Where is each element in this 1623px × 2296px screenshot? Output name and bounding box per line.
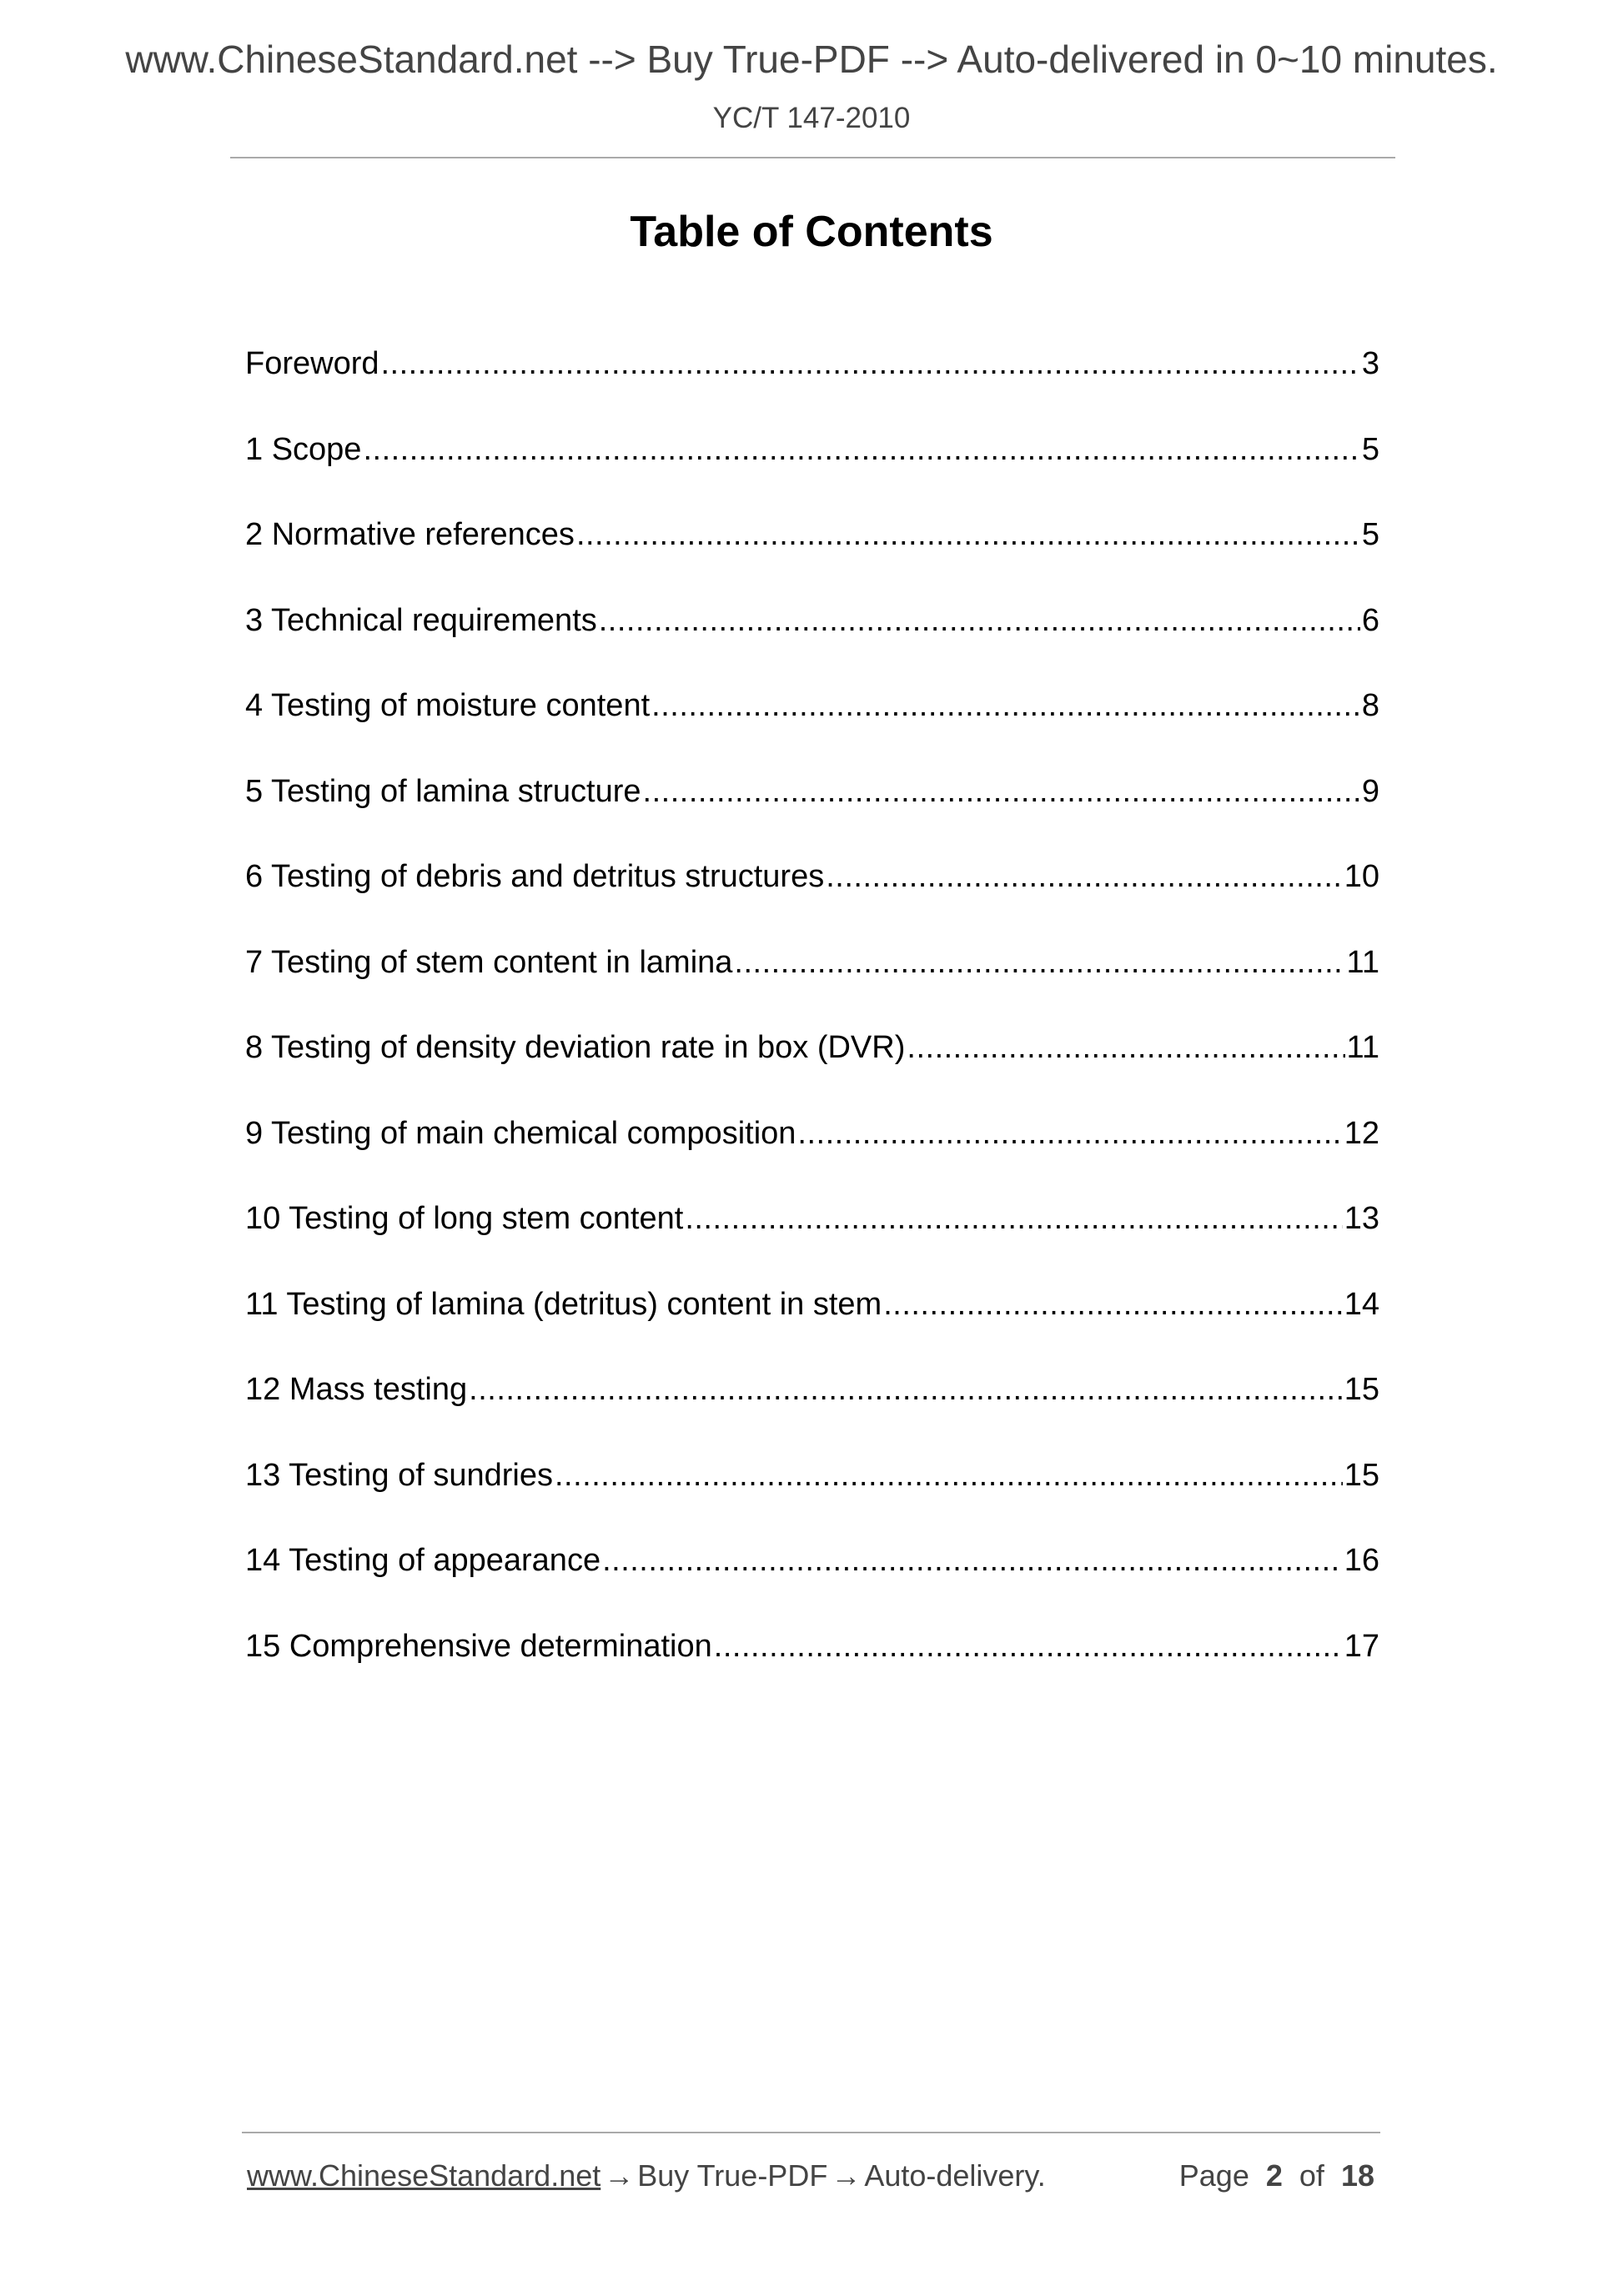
toc-leader bbox=[469, 1368, 1343, 1411]
toc-leader bbox=[555, 1454, 1343, 1497]
footer-delivery-text: Auto-delivery. bbox=[864, 2158, 1046, 2193]
toc-entry-label: 5 Testing of lamina structure bbox=[245, 773, 641, 809]
toc-entry-page: 6 bbox=[1361, 602, 1379, 638]
toc-entry-page: 15 bbox=[1344, 1457, 1379, 1493]
toc-leader bbox=[651, 684, 1360, 727]
toc-leader bbox=[685, 1197, 1342, 1240]
site-banner: www.ChineseStandard.net --> Buy True-PDF --> Auto-delivered in 0~10 minutes. bbox=[125, 38, 1498, 81]
toc-leader bbox=[576, 513, 1360, 556]
toc-entry-technical-requirements[interactable] bbox=[245, 599, 1379, 685]
footer-site-link[interactable]: www.ChineseStandard.net bbox=[247, 2158, 601, 2193]
toc-entry-comprehensive-determination[interactable] bbox=[245, 1625, 1379, 1711]
toc-leader bbox=[363, 428, 1359, 471]
toc-entry-lamina-in-stem[interactable] bbox=[245, 1283, 1379, 1369]
toc-entry-normative-references[interactable] bbox=[245, 513, 1379, 599]
page-footer bbox=[247, 2155, 1374, 2197]
toc-entry-label: 10 Testing of long stem content bbox=[245, 1201, 684, 1236]
toc-entry-debris-detritus[interactable] bbox=[245, 855, 1379, 941]
toc-entry-page: 9 bbox=[1361, 773, 1379, 809]
toc-entry-stem-content[interactable] bbox=[245, 941, 1379, 1027]
toc-entry-page: 5 bbox=[1361, 431, 1379, 467]
toc-entry-moisture-content[interactable] bbox=[245, 684, 1379, 770]
toc-entry-long-stem[interactable] bbox=[245, 1197, 1379, 1283]
toc-entry-page: 12 bbox=[1344, 1115, 1379, 1151]
toc-leader bbox=[643, 770, 1360, 813]
toc-entry-label: 13 Testing of sundries bbox=[245, 1457, 553, 1493]
page-word: Page bbox=[1178, 2158, 1249, 2193]
toc-entry-label: Foreword bbox=[245, 346, 379, 381]
toc-entry-page: 11 bbox=[1346, 944, 1379, 980]
current-page: 2 bbox=[1265, 2158, 1283, 2193]
toc-leader bbox=[797, 1112, 1342, 1155]
toc-entry-label: 6 Testing of debris and detritus structures bbox=[245, 859, 825, 894]
toc-leader bbox=[381, 342, 1360, 385]
toc-entry-page: 3 bbox=[1361, 346, 1379, 381]
toc-entry-page: 16 bbox=[1344, 1543, 1379, 1578]
toc-entry-label: 11 Testing of lamina (detritus) content in stem bbox=[245, 1286, 882, 1322]
toc-list bbox=[245, 342, 1379, 1710]
header-divider bbox=[230, 157, 1395, 158]
toc-entry-label: 1 Scope bbox=[245, 431, 362, 467]
toc-leader bbox=[826, 855, 1342, 898]
of-word: of bbox=[1299, 2158, 1324, 2193]
arrow-right-icon: → bbox=[604, 2158, 635, 2193]
toc-entry-sundries[interactable] bbox=[245, 1454, 1379, 1540]
footer-divider bbox=[242, 2132, 1380, 2133]
toc-entry-page: 10 bbox=[1344, 859, 1379, 894]
toc-entry-page: 5 bbox=[1361, 517, 1379, 552]
arrow-right-icon: → bbox=[831, 2158, 862, 2193]
toc-leader bbox=[734, 941, 1344, 984]
document-code: YC/T 147-2010 bbox=[712, 102, 911, 134]
toc-entry-appearance[interactable] bbox=[245, 1539, 1379, 1625]
total-pages: 18 bbox=[1340, 2158, 1374, 2193]
toc-entry-label: 15 Comprehensive determination bbox=[245, 1628, 712, 1664]
toc-entry-label: 12 Mass testing bbox=[245, 1372, 468, 1407]
toc-entry-page: 15 bbox=[1344, 1372, 1379, 1407]
footer-buy-text: Buy True-PDF bbox=[637, 2158, 828, 2193]
toc-title: Table of Contents bbox=[630, 208, 993, 256]
toc-entry-label: 4 Testing of moisture content bbox=[245, 688, 651, 723]
page-number bbox=[1179, 2155, 1374, 2197]
toc-leader bbox=[599, 599, 1360, 642]
footer-promo bbox=[247, 2155, 1046, 2197]
toc-entry-label: 2 Normative references bbox=[245, 517, 575, 552]
toc-entry-label: 9 Testing of main chemical composition bbox=[245, 1115, 796, 1151]
toc-entry-label: 3 Technical requirements bbox=[245, 602, 597, 638]
toc-leader bbox=[714, 1625, 1343, 1668]
toc-entry-label: 14 Testing of appearance bbox=[245, 1543, 601, 1578]
toc-entry-page: 17 bbox=[1344, 1628, 1379, 1664]
toc-leader bbox=[602, 1539, 1343, 1582]
toc-entry-mass-testing[interactable] bbox=[245, 1368, 1379, 1454]
toc-entry-foreword[interactable] bbox=[245, 342, 1379, 428]
toc-entry-page: 8 bbox=[1361, 688, 1379, 723]
toc-entry-chemical-composition[interactable] bbox=[245, 1112, 1379, 1198]
toc-entry-density-deviation[interactable] bbox=[245, 1026, 1379, 1112]
toc-entry-scope[interactable] bbox=[245, 428, 1379, 514]
toc-entry-page: 14 bbox=[1344, 1286, 1379, 1322]
toc-entry-label: 7 Testing of stem content in lamina bbox=[245, 944, 733, 980]
toc-entry-page: 13 bbox=[1344, 1201, 1379, 1236]
toc-entry-label: 8 Testing of density deviation rate in box (DVR) bbox=[245, 1030, 906, 1065]
toc-leader bbox=[883, 1283, 1343, 1326]
toc-entry-lamina-structure[interactable] bbox=[245, 770, 1379, 856]
toc-entry-page: 11 bbox=[1346, 1030, 1379, 1065]
toc-leader bbox=[907, 1026, 1344, 1069]
